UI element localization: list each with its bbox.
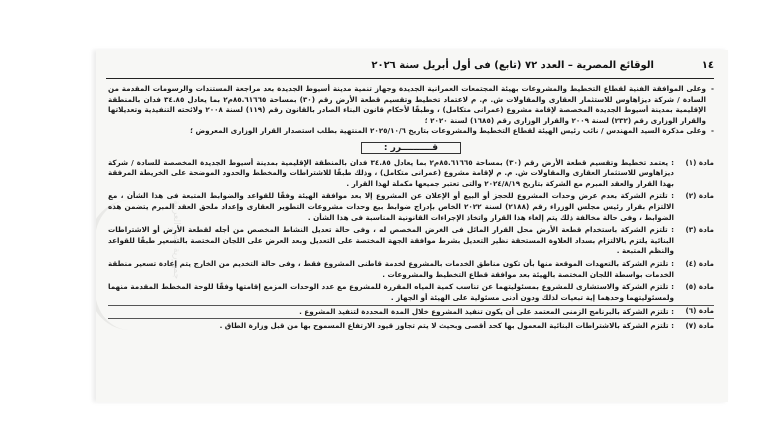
page-header [106,60,714,74]
preamble-paragraph: - وعلى الموافقة الفنية لقطاع التخطيط والمشروعات بهيئة المجتمعات العمرانية الجديدة وجهاز تنمية مدينة أسيوط الجديدة بعد مراجعة المستندات والرسومات المقدمة من السادة / شركة ديزاهاوس للاستثمار العقارى والمقاولات ش. م. م لاعتماد تخطيط وتقسيم قطعة الأرض رقم (٣٠) بمساحة ٨٥.٦١٦٦٥م٢ بما يعادل ٣٤.٨٥ فدان بالمنطقة الإقليمية بمدينة أسيوط الجديدة المخصصة لإقامة مشروع (عمرانى متكامل) ، وطبقًا لأحكام قانون البناء الصادر بالقانون رقم (١١٩) لسنة ٢٠٠٨ ولائحته التنفيذية وتعديلاتها والقرار الوزارى رقم (٢٣٢) لسنة ٢٠٠٩ والقرار الوزارى رقم (١٦٨٥) لسنة ٢٠٢٠ ؛ [108,84,714,126]
article-label: مادة (٧) [685,320,714,330]
gazette-page [96,50,728,402]
article-3 [108,225,714,257]
watermark-seal: جمهورية مصر العربية [96,200,181,330]
header-rule [106,78,714,79]
article-label: مادة (٣) [685,225,714,235]
page-number: ١٤ [701,60,714,71]
article-text: : تلتزم الشركة بعدم عرض وحدات المشروع للحجز أو البيع أو الإعلان عن المشروع إلا بعد موافقة الهيئة وفقًا للقواعد والضوابط المتبعة فى هذا الشأن ، مع الالتزام بقرار رئيس مجلس الوزراء رقم (٢١٨٨) لسنة ٢٠٢٢ الخاص بإدراج ضوابط بيع وحدات مشروعات التطوير العقارى وإعداد ملحق العقد المبرم يتضمن هذه الضوابط ، وفى حالة مخالفة ذلك يتم إلغاء هذا القرار واتخاذ الإجراءات القانونية المناسبة فى هذا الشأن . [108,191,674,222]
header-title: الوقائع المصرية – العدد ٧٢ (تابع) فى أول أبريل سنة ٢٠٢٦ [371,60,654,71]
preamble-paragraph: - وعلى مذكرة السيد المهندس / نائب رئيس الهيئة لقطاع التخطيط والمشروعات بتاريخ ٢٠٢٥/١٠/٦ المنتهية بطلب استصدار القرار الوزارى المعروض ؛ [108,126,714,137]
article-label: مادة (٤) [685,258,714,268]
article-2 [108,191,714,223]
article-label: مادة (٥) [685,282,714,292]
article-7 [108,321,714,332]
preamble [108,84,714,137]
article-text: : تلتزم الشركة بالتعهدات الموقعة منها بأن تكون مناطق الخدمات بالمشروع لخدمة قاطنى المشروع فقط ، وفى حالة التخديم من الخارج يتم إعادة تسعير منطقة الخدمات بواسطة اللجان المختصة بالهيئة بعد موافقة قطاع التخطيط والمشروعات . [108,258,674,279]
article-text: : تلتزم الشركة بالاشتراطات البنائية المعمول بها كحد أقصى وبحيث لا يتم تجاوز قيود الارتفاع المسموح بها من قبل وزارة الطاق . [219,320,674,330]
article-5 [108,282,714,303]
decision-heading: قــــــــــرر : [108,143,714,154]
document-body [108,84,714,394]
article-text: : تلتزم الشركة باستخدام قطعة الأرض محل القرار المائل فى الغرض المخصص له ، وفى حالة تعديل النشاط المخصص من أجله لقطعة الأرض أو الاشتراطات البنائية يلتزم بالالتزام بسداد العلاوة المستحقة نظير التعديل بشرط موافقة الجهة المختصة على التعديل وبعد العرض على اللجان المختصة بالتسعير طبقًا للقواعد والنظم المتبعة . [108,225,674,256]
article-text: : تلتزم الشركة والاستشارى للمشروع بمسئوليتهما عن تناسب كمية المياه المقررة للمشروع مع عدد الوحدات المزمع إقامتها وفقًا للوحة المخطط المقدمة منهما ولمسئوليتهما وحدهما إية تبعيات لذلك ودون أدنى مسئولية على الهيئة أو الجهاز . [108,282,674,302]
article-6 [108,305,714,319]
article-label: مادة (٢) [685,191,714,201]
article-label: مادة (٦) [685,306,714,316]
article-4 [108,259,714,280]
article-1 [108,158,714,190]
article-text: : يعتمد تخطيط وتقسيم قطعة الأرض رقم (٣٠) بمساحة ٨٥.٦١٦٦٥م٢ بما يعادل ٣٤.٨٥ فدان بالمنطقة الإقليمية بمدينة أسيوط الجديدة المخصصة للسادة / شركة ديزاهاوس للاستثمار العقارى والمقاولات ش. م. م لإقامة مشروع (عمرانى متكامل) ، وذلك طبقًا للاشتراطات والمخطط والحدود الموضحة على الخريطة المرفقة بهذا القرار والعقد المبرم مع الشركة بتاريخ ٢٠٢٤/٨/١٩ والتى تعتبر جميعها مكملة لهذا القرار . [108,157,674,188]
article-label: مادة (١) [685,157,714,167]
article-text: : تلتزم الشركة بالبرنامج الزمنى المعتمد على أن يكون تنفيذ المشروع خلال المدة المحددة لتنفيذ المشروع . [299,307,674,317]
